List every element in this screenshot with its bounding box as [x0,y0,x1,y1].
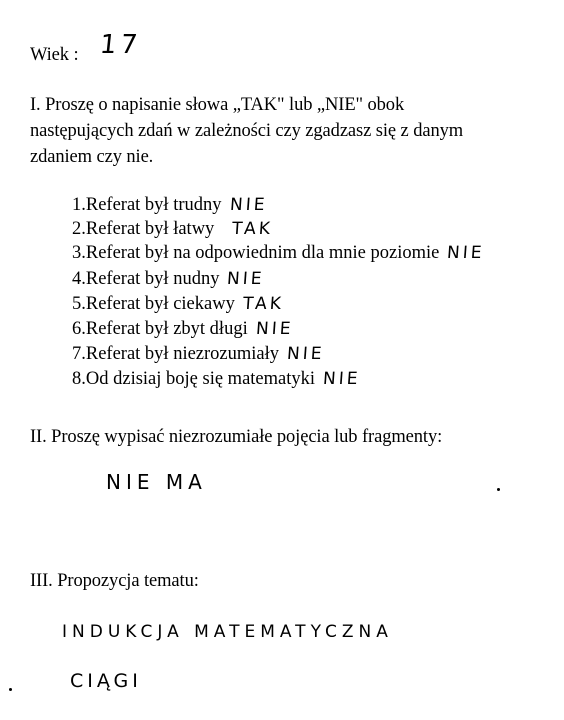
section3-title: III. Propozycja tematu: [30,571,199,591]
section3-answer-line2: CIĄGI [70,670,142,692]
section2-title: II. Proszę wypisać niezrozumiałe pojęcia lub fragmenty: [30,427,443,447]
item-text: 4.Referat był nudny [72,269,220,289]
list-item [72,196,267,215]
item-text: 6.Referat był zbyt długi [72,319,248,339]
item-text: 5.Referat był ciekawy [72,294,235,314]
item-answer: TAK [242,294,285,314]
item-text: 7.Referat był niezrozumiały [72,344,280,364]
item-answer: NIE [228,195,268,215]
item-answer: NIE [286,344,326,364]
speck-mark [497,488,500,491]
section3-answer-line1: INDUKCJA MATEMATYCZNA [62,622,393,642]
list-item [72,370,361,389]
section2-answer: NIE MA [106,470,207,494]
section1-title-line2: następujących zdań w zależności czy zgadzasz się z danym [30,121,464,141]
item-text: 3.Referat był na odpowiednim dla mnie poziomie [72,243,440,263]
section1-title-line3: zdaniem czy nie. [30,147,154,167]
age-label: Wiek : [30,45,79,65]
list-item [72,270,265,289]
item-answer: NIE [255,319,294,339]
section1-title-line1: I. Proszę o napisanie słowa „TAK" lub „NIE" obok [30,95,405,115]
list-item [72,345,325,364]
item-answer: NIE [446,243,486,263]
age-value: 17 [98,30,143,60]
speck-mark [9,688,12,691]
list-item [72,295,284,314]
list-item [72,320,293,339]
item-answer: TAK [231,219,274,239]
item-text: 1.Referat był trudny [72,195,222,215]
item-answer: NIE [226,269,266,289]
item-text: 2.Referat był łatwy [72,219,215,239]
list-item [72,220,273,239]
list-item [72,244,485,263]
item-answer: NIE [322,369,362,389]
item-text: 8.Od dzisiaj boję się matematyki [72,369,316,389]
